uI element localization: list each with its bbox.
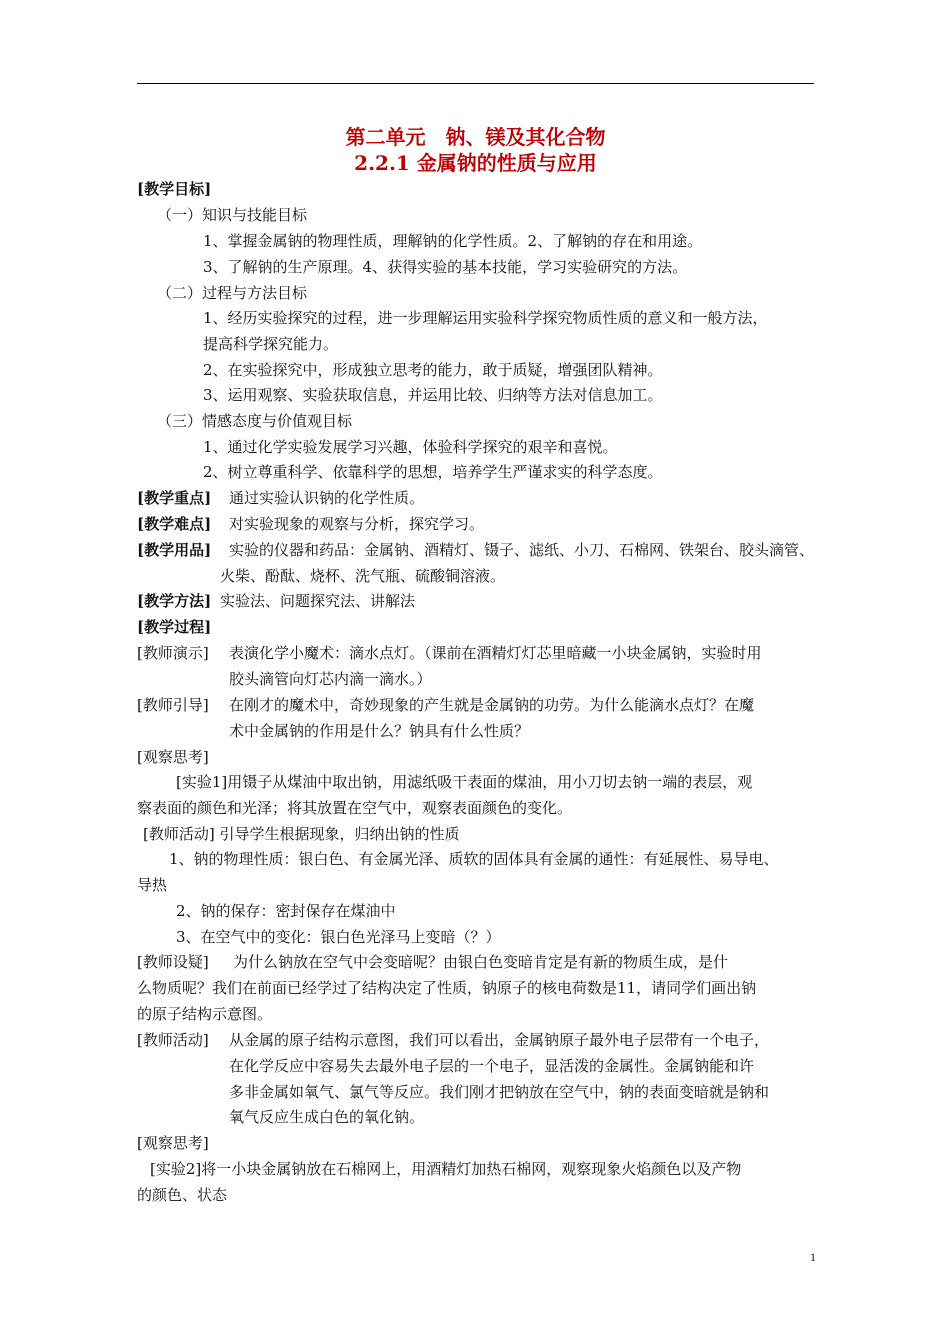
text-line: 3、在空气中的变化：银白色光泽马上变暗（？） bbox=[176, 928, 501, 946]
section-heading: [教学目标] bbox=[137, 180, 212, 198]
page-number: 1 bbox=[810, 1250, 816, 1264]
section-heading: [教学难点] bbox=[137, 515, 212, 533]
step-label: [观察思考] bbox=[137, 748, 209, 766]
text-line: 么物质呢？我们在前面已经学过了结构决定了性质，钠原子的核电荷数是11，请同学们画出钠 bbox=[137, 979, 757, 997]
text-line: 表演化学小魔术：滴水点灯。（课前在酒精灯灯芯里暗藏一小块金属钠，实验时用 bbox=[229, 644, 762, 662]
text-line: [实验2]将一小块金属钠放在石棉网上，用酒精灯加热石棉网，观察现象火焰颜色以及产物 bbox=[150, 1160, 742, 1178]
subsection-heading: （三）情感态度与价值观目标 bbox=[157, 412, 353, 430]
text-line: 为什么钠放在空气中会变暗呢？由银白色变暗肯定是有新的物质生成，是什 bbox=[233, 953, 729, 971]
section-heading: [教学用品] bbox=[137, 541, 212, 559]
text-line: 火柴、酚酞、烧杯、洗气瓶、硫酸铜溶液。 bbox=[220, 567, 506, 585]
step-label: [教师演示] bbox=[137, 644, 209, 662]
text-line: 通过实验认识钠的化学性质。 bbox=[229, 489, 425, 507]
text-line: 胶头滴管向灯芯内滴一滴水。） bbox=[229, 670, 432, 688]
text-line: 1、掌握金属钠的物理性质，理解钠的化学性质。2、了解钠的存在和用途。 bbox=[203, 232, 703, 250]
text-line: 2、树立尊重科学、依靠科学的思想，培养学生严谨求实的科学态度。 bbox=[203, 463, 663, 481]
text-line: 导热 bbox=[137, 876, 168, 894]
text-line: 3、了解钠的生产原理。4、获得实验的基本技能，学习实验研究的方法。 bbox=[203, 258, 688, 276]
text-line: 察表面的颜色和光泽；将其放置在空气中，观察表面颜色的变化。 bbox=[137, 799, 573, 817]
step-label: [观察思考] bbox=[137, 1134, 209, 1152]
step-label: [教师设疑] bbox=[137, 953, 209, 971]
text-line: 1、通过化学实验发展学习兴趣，体验科学探究的艰辛和喜悦。 bbox=[203, 438, 618, 456]
text-line: 1、经历实验探究的过程，进一步理解运用实验科学探究物质性质的意义和一般方法， bbox=[203, 309, 768, 327]
step-label: [教师活动] bbox=[137, 1031, 209, 1049]
text-line: [实验1]用镊子从煤油中取出钠，用滤纸吸干表面的煤油，用小刀切去钠一端的表层，观 bbox=[176, 773, 753, 791]
text-line: 的颜色、状态 bbox=[137, 1186, 228, 1204]
header-rule bbox=[137, 83, 814, 84]
text-line: 实验法、问题探究法、讲解法 bbox=[220, 592, 416, 610]
text-line: 提高科学探究能力。 bbox=[203, 335, 339, 353]
lesson-title: 2.2.1 金属钠的性质与应用 bbox=[354, 151, 597, 175]
subsection-heading: （二）过程与方法目标 bbox=[157, 284, 308, 302]
text-line: 从金属的原子结构示意图，我们可以看出，金属钠原子最外电子层带有一个电子， bbox=[229, 1031, 770, 1049]
step-label: [教师引导] bbox=[137, 696, 209, 714]
subsection-heading: （一）知识与技能目标 bbox=[157, 206, 308, 224]
text-line: 术中金属钠的作用是什么？钠具有什么性质？ bbox=[229, 722, 530, 740]
unit-title: 第二单元 钠、镁及其化合物 bbox=[345, 125, 606, 149]
section-heading: [教学过程] bbox=[137, 618, 212, 636]
text-line: 在刚才的魔术中，奇妙现象的产生就是金属钠的功劳。为什么能滴水点灯？在魔 bbox=[229, 696, 755, 714]
text-line: 对实验现象的观察与分析，探究学习。 bbox=[229, 515, 485, 533]
text-line: 氧气反应生成白色的氧化钠。 bbox=[229, 1108, 425, 1126]
section-heading: [教学方法] bbox=[137, 592, 212, 610]
text-line: 2、在实验探究中，形成独立思考的能力，敢于质疑，增强团队精神。 bbox=[203, 361, 663, 379]
text-line: [教师活动] 引导学生根据现象，归纳出钠的性质 bbox=[143, 825, 460, 843]
text-line: 多非金属如氧气、氯气等反应。我们刚才把钠放在空气中，钠的表面变暗就是钠和 bbox=[229, 1083, 770, 1101]
text-line: 的原子结构示意图。 bbox=[137, 1005, 273, 1023]
text-line: 2、钠的保存：密封保存在煤油中 bbox=[176, 902, 396, 920]
text-line: 1、钠的物理性质：银白色、有金属光泽、质软的固体具有金属的通性：有延展性、易导电、 bbox=[169, 850, 779, 868]
section-heading: [教学重点] bbox=[137, 489, 212, 507]
text-line: 3、运用观察、实验获取信息，并运用比较、归纳等方法对信息加工。 bbox=[203, 386, 663, 404]
text-line: 实验的仪器和药品：金属钠、酒精灯、镊子、滤纸、小刀、石棉网、铁架台、胶头滴管、 bbox=[229, 541, 815, 559]
text-line: 在化学反应中容易失去最外电子层的一个电子，显活泼的金属性。金属钠能和许 bbox=[229, 1057, 755, 1075]
